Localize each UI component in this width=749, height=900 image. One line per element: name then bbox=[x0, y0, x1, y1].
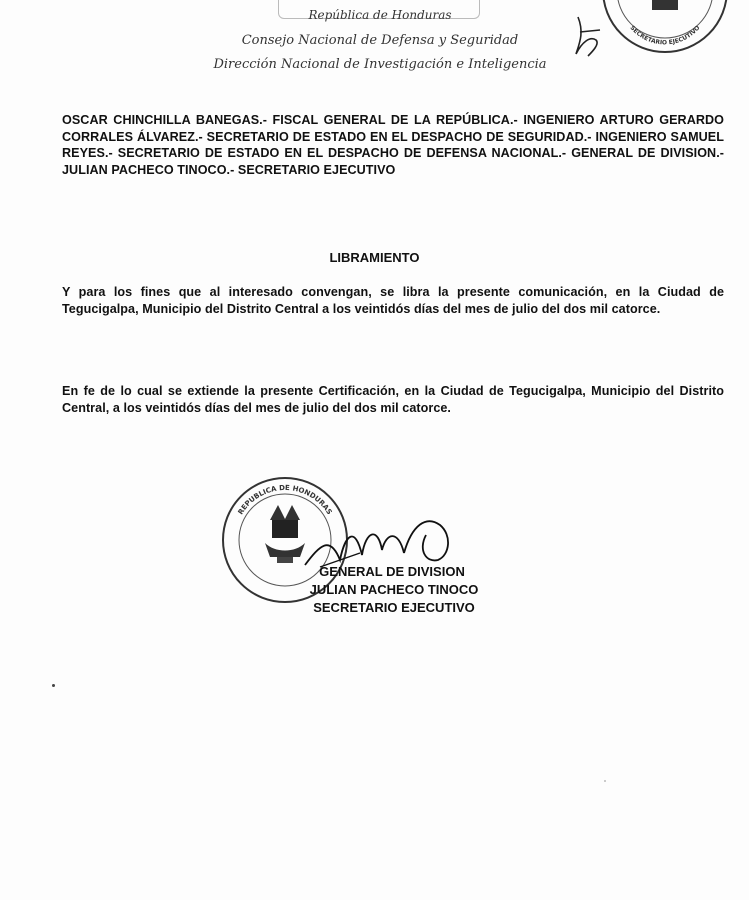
letterhead-line-republic: República de Honduras bbox=[308, 8, 452, 22]
seal-top-text: SECRETARIO EJECUTIVO bbox=[628, 24, 702, 47]
letterhead-line-council: Consejo Nacional de Defensa y Seguridad bbox=[241, 33, 519, 48]
section-heading: LIBRAMIENTO bbox=[329, 250, 420, 265]
svg-text:SECRETARIO EJECUTIVO bbox=[629, 24, 702, 46]
paragraph-libramiento: Y para los fines que al interesado convengan, se libra la presente comunicación, en la Ciudad de Tegucigalpa, Municipio del Distrito Central a los veintidós días del mes de julio del dos mil catorce. bbox=[62, 285, 724, 316]
letterhead-line-directorate: Dirección Nacional de Investigación e Inteligencia bbox=[213, 57, 547, 72]
scan-speck bbox=[52, 684, 55, 687]
signer-name: JULIAN PACHECO TINOCO bbox=[309, 582, 479, 597]
seal-bottom-text: REPUBLICA DE HONDURAS bbox=[236, 483, 334, 517]
paragraph-names-list: OSCAR CHINCHILLA BANEGAS.- FISCAL GENERAL DE LA REPÚBLICA.- INGENIERO ARTURO GERARDO CORRALES ÁLVAREZ.- SECRETARIO DE ESTADO EN EL DESPACHO DE SEGURIDAD.- INGENIERO SAMUEL REYES.- SECRETARIO DE ESTADO EN EL DESPACHO DE DEFENSA NACIONAL.- GENERAL DE DIVISION.- JULIAN PACHECO TINOCO.- SECRETARIO EJECUTIVO bbox=[62, 113, 724, 177]
paragraph-certification: En fe de lo cual se extiende la presente Certificación, en la Ciudad de Tegucigalpa, Municipio del Distrito Central, a los veintidós días del mes de julio del dos mil catorce. bbox=[62, 384, 724, 415]
signer-title: SECRETARIO EJECUTIVO bbox=[313, 600, 475, 615]
scan-speck bbox=[604, 780, 606, 782]
signer-rank: GENERAL DE DIVISION bbox=[319, 564, 465, 579]
official-seal-top-icon bbox=[600, 0, 730, 70]
